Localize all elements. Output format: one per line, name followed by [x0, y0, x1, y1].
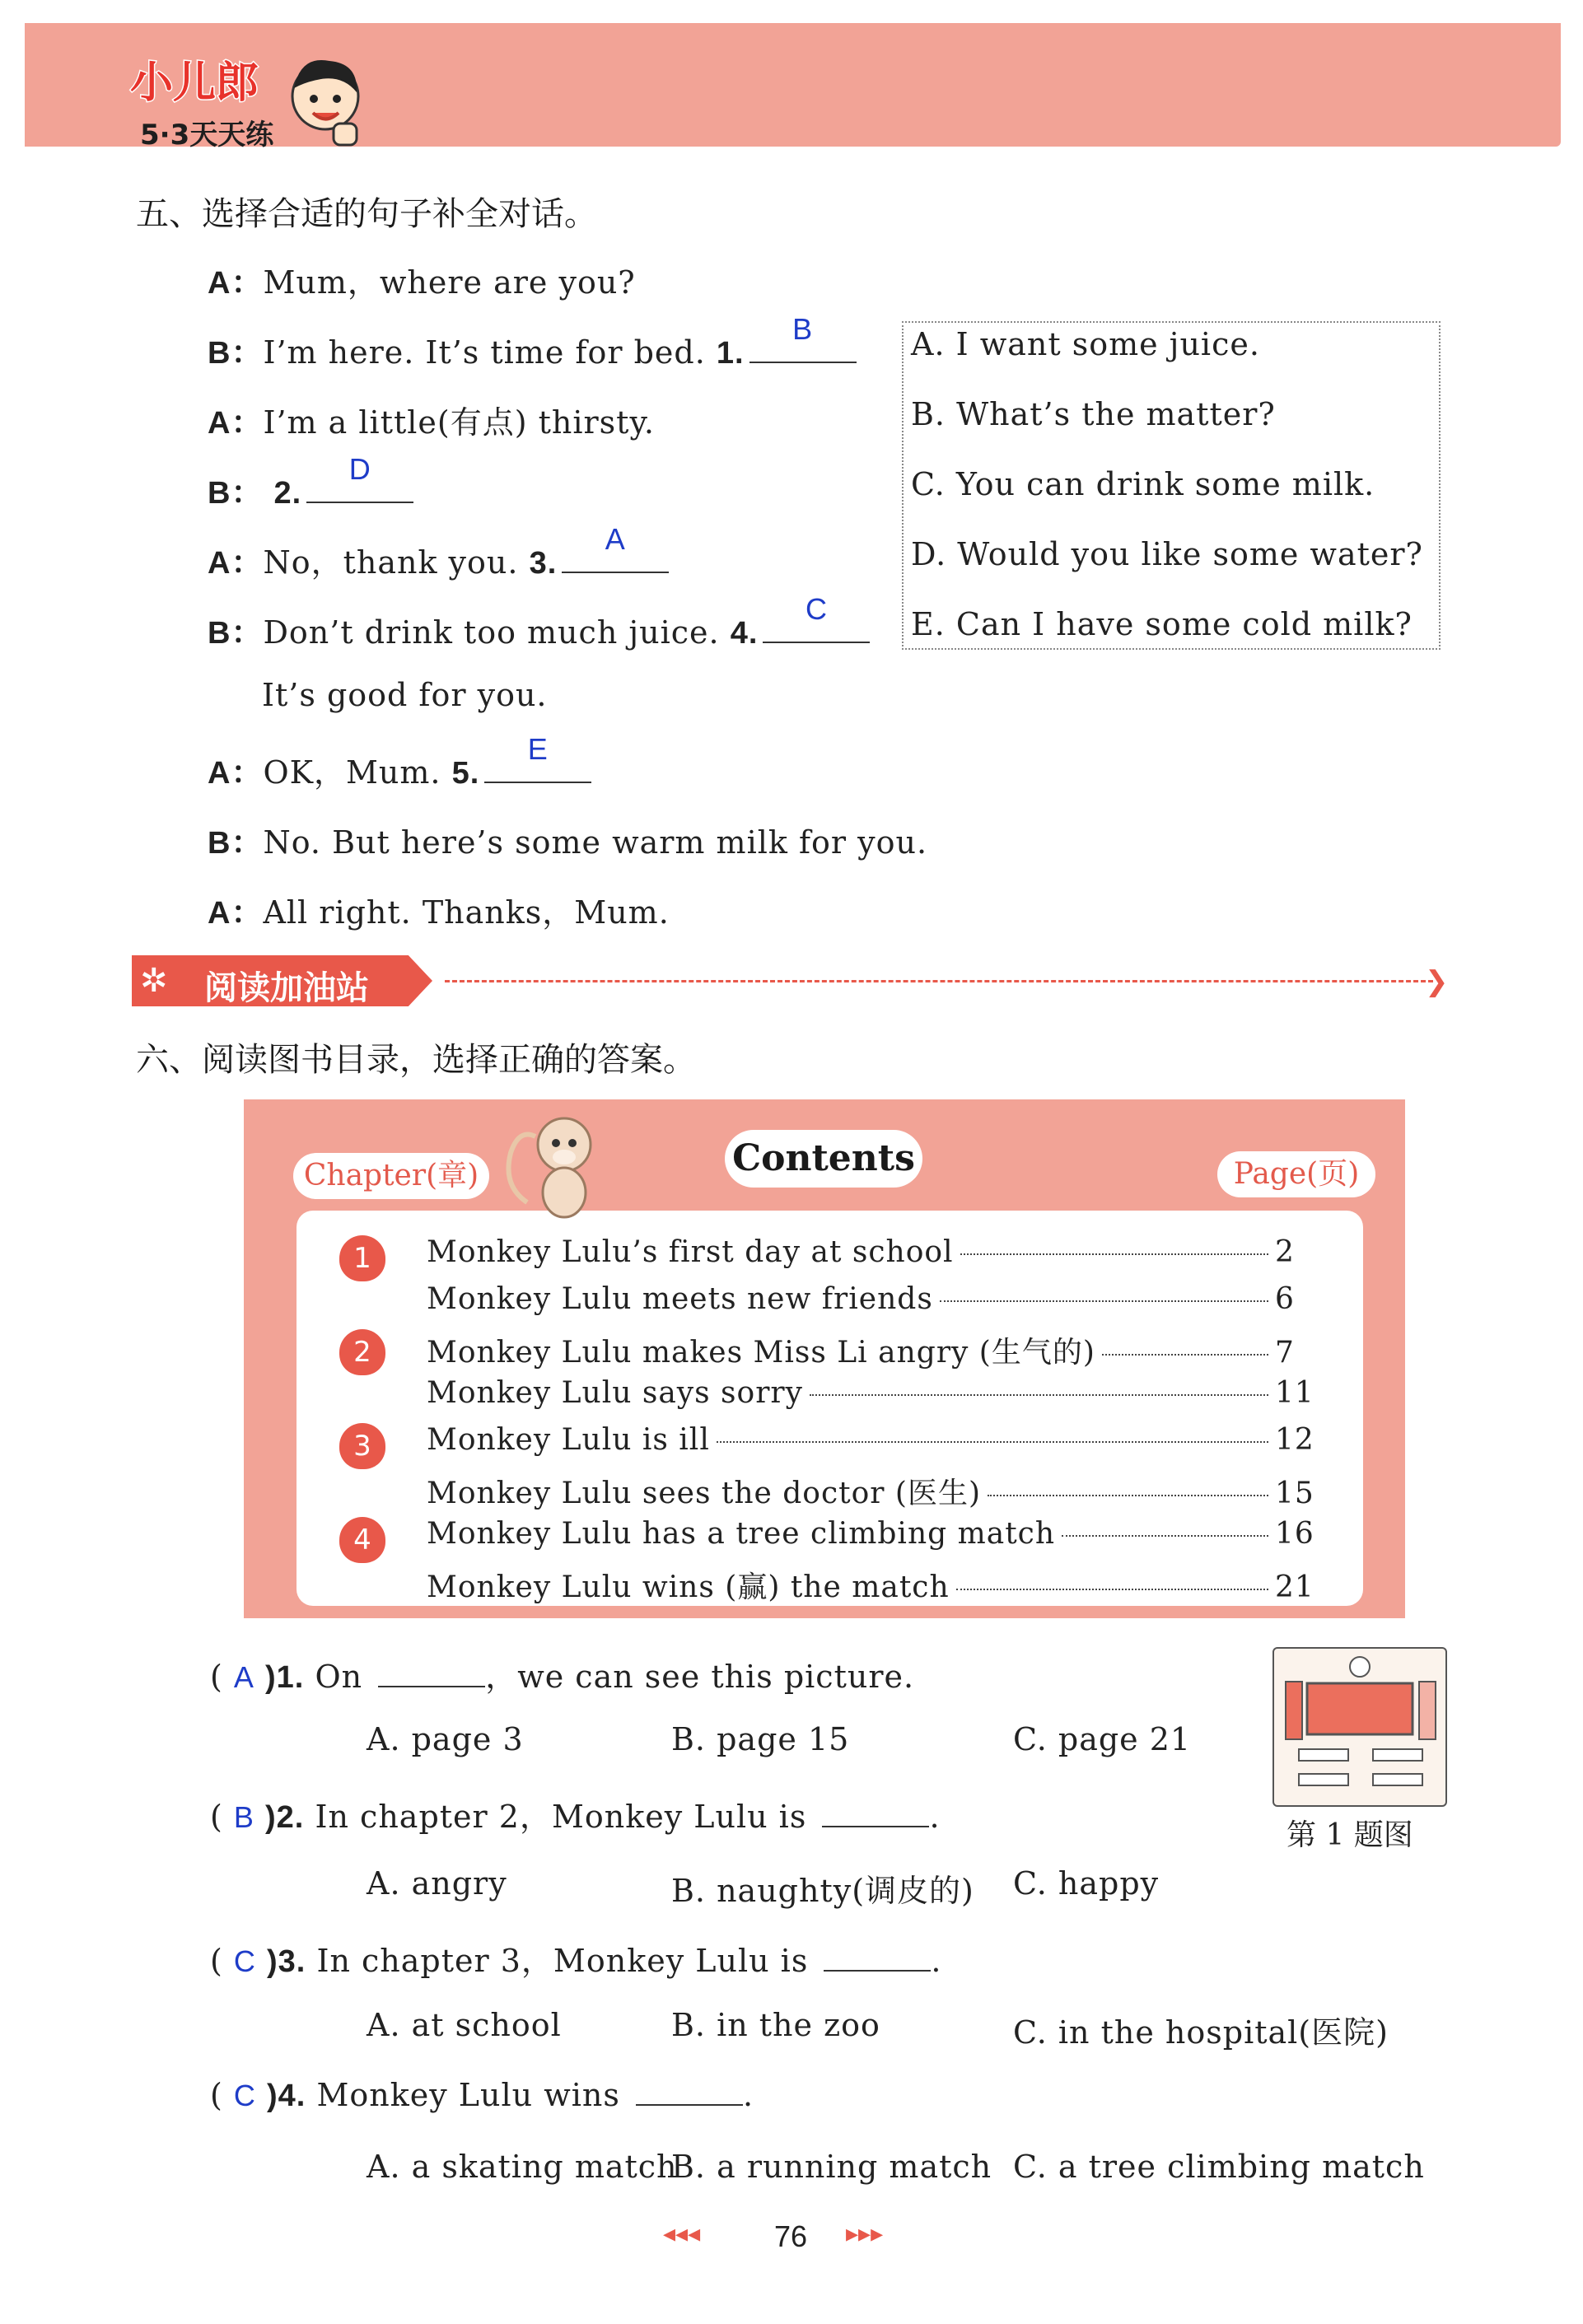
brand-logo-text: 小儿郎 [130, 58, 259, 108]
question-3-blank[interactable] [824, 1945, 931, 1972]
dialogue-line-10: A：All right. Thanks，Mum. [208, 894, 670, 931]
question-2-option-a: A. angry [367, 1865, 507, 1902]
chapter-badge-3: 3 [339, 1423, 385, 1469]
question-4-option-b: B. a running match [671, 2149, 992, 2185]
toc-entry: Monkey Lulu wins (赢) the match 21 [427, 1570, 1314, 1604]
chapter-badge-2: 2 [339, 1329, 385, 1375]
option-d: D. Would you like some water? [911, 536, 1423, 572]
option-c: C. You can drink some milk. [911, 466, 1375, 502]
prev-arrows-icon: ◂◂◂ [663, 2219, 701, 2248]
answer-blank-1[interactable]: B [749, 337, 857, 363]
dialogue-line-6: B：Don’t drink too much juice. 4. C [208, 607, 870, 652]
dialogue-line-8: A：OK，Mum. 5. E [208, 747, 591, 792]
arrow-right-icon: ❯ [1425, 965, 1449, 998]
toc-entry: Monkey Lulu’s first day at school 2 [427, 1235, 1295, 1269]
question-2-option-c: C. happy [1013, 1865, 1160, 1902]
option-e: E. Can I have some cold milk? [911, 606, 1413, 642]
page-number: 76 [773, 2219, 808, 2253]
question-2: ( B )2. In chapter 2，Monkey Lulu is . [210, 1799, 941, 1835]
question-3-answer[interactable]: C [233, 1944, 256, 1978]
banner-dashed-line [445, 980, 1433, 982]
question-3-option-c: C. in the hospital(医院) [1013, 2014, 1389, 2051]
cartoon-boy-icon [284, 51, 367, 148]
chapter-label: Chapter(章) [293, 1153, 489, 1199]
section5-heading: 五、选择合适的句子补全对话。 [136, 195, 597, 233]
question-1: ( A )1. On ，we can see this picture. [210, 1659, 915, 1695]
question-4-answer[interactable]: C [233, 2079, 256, 2112]
toc-entry: Monkey Lulu makes Miss Li angry (生气的) 7 [427, 1336, 1295, 1370]
question-3-option-b: B. in the zoo [671, 2007, 880, 2043]
toc-entry: Monkey Lulu sees the doctor (医生) 15 [427, 1477, 1314, 1510]
contents-title: Contents [725, 1130, 922, 1188]
question-2-option-b: B. naughty(调皮的) [671, 1873, 974, 1909]
question-1-blank[interactable] [378, 1661, 485, 1687]
dialogue-line-4: B： 2. D [208, 467, 413, 512]
toc-entry: Monkey Lulu says sorry 11 [427, 1376, 1314, 1410]
dialogue-line-5: A：No，thank you. 3. A [208, 537, 669, 582]
banner-label: 阅读加油站 [204, 969, 369, 1007]
toc-entry: Monkey Lulu has a tree climbing match 16 [427, 1517, 1314, 1551]
classroom-icon [1274, 1649, 1445, 1805]
option-b: B. What’s the matter? [911, 396, 1276, 432]
chapter-badge-4: 4 [339, 1517, 385, 1563]
question-2-answer[interactable]: B [233, 1800, 254, 1834]
question-2-blank[interactable] [822, 1801, 929, 1827]
question-4: ( C )4. Monkey Lulu wins . [210, 2077, 754, 2113]
picture-caption: 第 1 题图 [1286, 1818, 1413, 1852]
question-1-option-b: B. page 15 [671, 1721, 850, 1757]
dialogue-line-3: A：I’m a little(有点) thirsty. [208, 404, 655, 441]
next-arrows-icon: ▸▸▸ [846, 2219, 884, 2248]
classroom-picture [1272, 1647, 1447, 1807]
page-label: Page(页) [1217, 1151, 1375, 1197]
brand-subtitle: 5·3天天练 [140, 119, 274, 152]
monkey-icon [494, 1104, 618, 1227]
section6-heading: 六、阅读图书目录，选择正确的答案。 [136, 1041, 696, 1079]
question-3: ( C )3. In chapter 3，Monkey Lulu is . [210, 1943, 942, 1979]
dialogue-line-7: It’s good for you. [262, 677, 548, 713]
dialogue-line-1: A：Mum，where are you? [208, 264, 636, 301]
toc-entry: Monkey Lulu meets new friends 6 [427, 1282, 1295, 1316]
question-4-option-a: A. a skating match [367, 2149, 678, 2185]
question-1-answer[interactable]: A [233, 1660, 254, 1694]
option-a: A. I want some juice. [911, 326, 1260, 362]
answer-blank-4[interactable]: C [763, 617, 870, 643]
question-1-option-a: A. page 3 [367, 1721, 524, 1757]
answer-blank-5[interactable]: E [484, 757, 591, 783]
question-4-option-c: C. a tree climbing match [1013, 2149, 1425, 2185]
dialogue-line-2: B：I’m here. It’s time for bed. 1. B [208, 327, 857, 372]
toc-entry: Monkey Lulu is ill 12 [427, 1423, 1314, 1457]
answer-blank-2[interactable]: D [306, 477, 413, 503]
answer-blank-3[interactable]: A [562, 547, 669, 573]
question-4-blank[interactable] [636, 2079, 743, 2106]
dialogue-line-9: B：No. But here’s some warm milk for you. [208, 824, 928, 861]
question-1-option-c: C. page 21 [1013, 1721, 1192, 1757]
question-3-option-a: A. at school [367, 2007, 562, 2043]
star-icon: ✲ [140, 962, 168, 1000]
chapter-badge-1: 1 [339, 1235, 385, 1281]
